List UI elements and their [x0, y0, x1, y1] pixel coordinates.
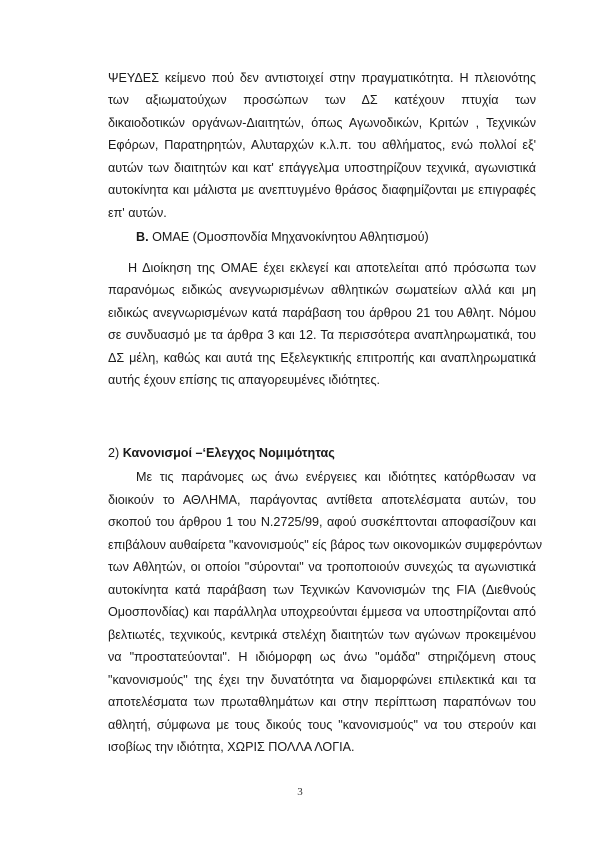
paragraph-line: ΔΣ μέλη, καθώς και αυτά της Εξελεγκτικής επιτροπής και αναπληρωματικά [108, 351, 536, 365]
paragraph-line: ΨΕΥΔΕΣ κείμενο πού δεν αντιστοιχεί στην πραγματικότητα. Η πλειονότης [108, 71, 536, 85]
paragraph-line: των Αθλητών, οι οποίοι "σύρονται" να τροποποιούν συνεχώς τα αγωνιστικά [108, 560, 536, 574]
paragraph-line: Εφόρων, Παρατηρητών, Αλυταρχών κ.λ.π. του αθλήματος, ενώ πολλοί εξ' [108, 138, 536, 152]
paragraph-line: αυτής έχουν επίσης τις απαγορευμένες ιδιότητες. [108, 373, 381, 387]
paragraph-line: επ' αυτών. [108, 206, 167, 220]
paragraph-line: αυτοκίνητα και μάλιστα με ανεπτυγμένο θράσος διαφημίζονται με επιγραφές [108, 183, 536, 197]
section-b-label: Β. [136, 230, 149, 244]
paragraph-line: Η Διοίκηση της ΟΜΑΕ έχει εκλεγεί και αποτελείται από πρόσωπα των [128, 261, 536, 275]
section-2-heading [108, 445, 335, 461]
paragraph-line: ισοβίως την ιδιότητα, ΧΩΡΙΣ ΠΟΛΛΑ ΛΟΓΙΑ. [108, 740, 355, 754]
section-b-heading [136, 229, 429, 245]
paragraph-line: αποτελέσματα των πρωταθλημάτων και στην περίπτωση παραπόνων του [108, 695, 536, 709]
page-number: 3 [297, 786, 303, 798]
section-b-title: ΟΜΑΕ (Ομοσπονδία Μηχανοκίνητου Αθλητισμού) [148, 230, 429, 244]
paragraph-line: επιβάλουν αυθαίρετα "κανονισμούς" είς βάρος των οικονομικών συμφερόντων [108, 538, 543, 552]
paragraph-line: παρανόμως ειδικώς ανεγνωρισμένων αθλητικών σωματείων αλλά και μη [108, 283, 536, 297]
paragraph-line: να "προστατεύονται". Η ιδιόμορφη ως άνω "ομάδα" στηριζόμενη στους [108, 650, 536, 664]
paragraph-line: αθλητή, σύμφωνα με τους δικούς τους "κανονισμούς" να του στερούν και [108, 718, 536, 732]
paragraph-line: αυτοκίνητα κατά παράβαση των Τεχνικών Κανονισμών της FIA (Διεθνούς [108, 583, 536, 597]
paragraph-line: διοικούν το ΑΘΛΗΜΑ, παράγοντας αντίθετα αποτελέσματα αυτών, του [108, 493, 536, 507]
section-2-number: 2) [108, 446, 120, 460]
paragraph-line: αυτών των διαιτητών και κατ' επάγγελμα υποστηρίζουν τεχνικά, αγωνιστικά [108, 161, 536, 175]
paragraph-line: "κανονισμούς" της έχει την δυνατότητα να διαμορφώνει επιλεκτικά και τα [108, 673, 536, 687]
paragraph-line: σκοπού του άρθρου 1 του Ν.2725/99, αφού συσκέπτονται αποφασίζουν και [108, 515, 536, 529]
paragraph-line: ειδικώς ανεγνωρισμένων κατά παράβαση του άρθρου 21 του Αθλητ. Νόμου [108, 306, 536, 320]
paragraph-line: των αξιωματούχων προσώπων των ΔΣ κατέχουν πτυχία των [108, 93, 536, 107]
paragraph-line: βελτιωτές, τεχνικούς, κεντρικά στελέχη διαιτητών των αγώνων προκειμένου [108, 628, 536, 642]
section-2-title: Κανονισμοί –‘Ελεγχος Νομιμότητας [122, 446, 335, 460]
paragraph-line: σε συνδυασμό με τα άρθρα 3 και 12. Τα περισσότερα αναπληρωματικά, του [108, 328, 536, 342]
paragraph-line: Με τις παράνομες ως άνω ενέργειες και ιδιότητες κατόρθωσαν να [136, 470, 536, 484]
paragraph-line: δικαιοδοτικών οργάνων-Διαιτητών, όπως Αγωνοδικών, Κριτών , Τεχνικών [108, 116, 536, 130]
paragraph-line: Ομοσπονδίας) και παράλληλα υποχρεούνται έμμεσα να υποστηρίζονται από [108, 605, 536, 619]
